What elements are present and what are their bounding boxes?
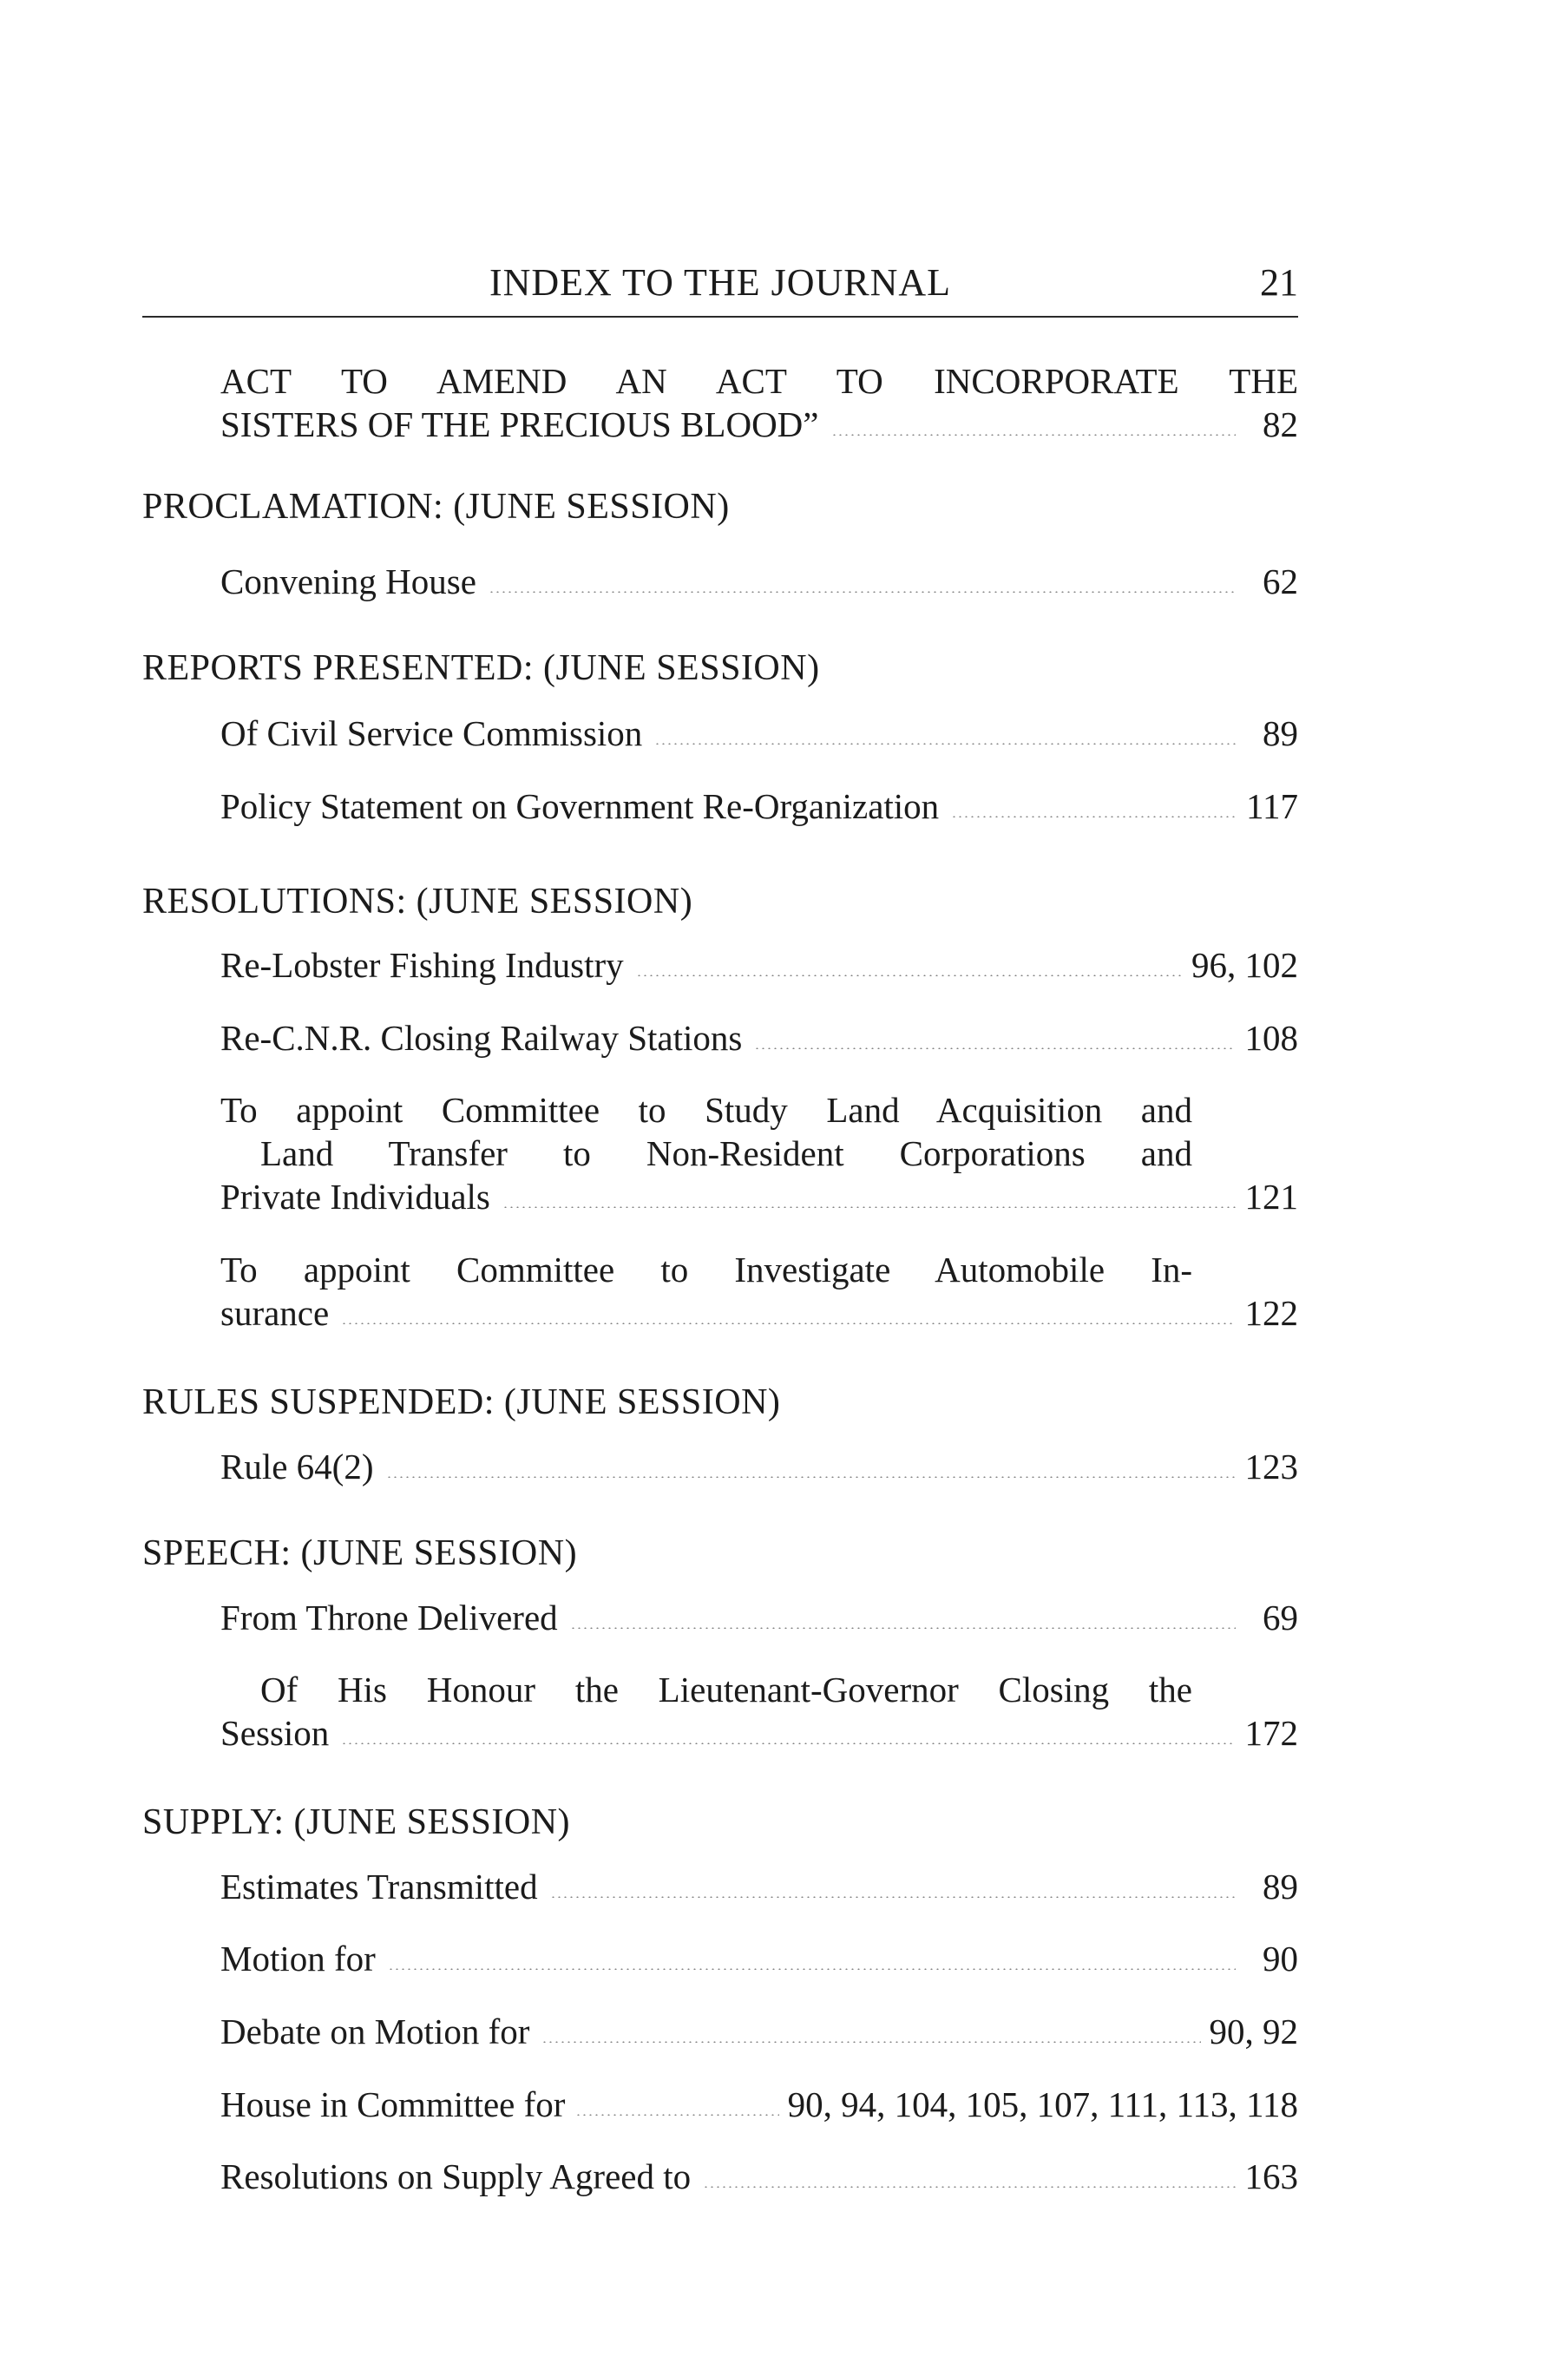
entry-text: Session: [220, 1713, 330, 1753]
header-rule: [142, 316, 1298, 318]
entry-text: House in Committee for: [220, 2084, 566, 2124]
dot-leader: [754, 1047, 1236, 1049]
entry-page: 172: [1244, 1713, 1298, 1753]
entry-text: Of His Honour the Lieutenant-Governor Closing the: [260, 1670, 1192, 1710]
index-entry: [220, 1865, 1298, 1908]
entry-page: 62: [1263, 561, 1298, 601]
index-entry: [220, 1445, 1298, 1488]
index-entry: [220, 1668, 1298, 1755]
entry-text: Estimates Transmitted: [220, 1867, 538, 1906]
dot-leader: [951, 816, 1236, 817]
dot-leader: [341, 1742, 1236, 1744]
running-title: INDEX TO THE JOURNAL: [489, 261, 952, 304]
page-number: 21: [1260, 261, 1298, 304]
entry-text: Of Civil Service Commission: [220, 713, 643, 753]
entry-page: 108: [1244, 1018, 1298, 1058]
entry-page: 89: [1263, 713, 1298, 753]
entry-text: Rule 64(2): [220, 1447, 374, 1486]
section-heading-speech: SPEECH: (JUNE SESSION): [142, 1533, 578, 1573]
dot-leader: [654, 743, 1236, 745]
page-header: [142, 260, 1298, 318]
entry-page: 122: [1244, 1293, 1298, 1333]
index-entry: [220, 1937, 1298, 1980]
entry-text: Re-C.N.R. Closing Railway Stations: [220, 1018, 743, 1058]
dot-leader: [502, 1206, 1236, 1208]
entry-text: Land Transfer to Non-Resident Corporations and: [260, 1133, 1192, 1173]
index-entry: [220, 560, 1298, 603]
section-heading-reports-presented: REPORTS PRESENTED: (JUNE SESSION): [142, 648, 820, 688]
dot-leader: [636, 975, 1183, 976]
entry-text: SISTERS OF THE PRECIOUS BLOOD”: [220, 404, 819, 444]
dot-leader: [575, 2114, 778, 2116]
section-heading-proclamation: PROCLAMATION: (JUNE SESSION): [142, 487, 730, 527]
dot-leader: [388, 1968, 1236, 1970]
entry-text: From Throne Delivered: [220, 1598, 558, 1637]
index-entry-continued: [220, 359, 1298, 446]
entry-page: 82: [1263, 404, 1298, 444]
entry-text: surance: [220, 1293, 330, 1333]
entry-page: 163: [1244, 2156, 1298, 2196]
index-entry: [220, 1248, 1298, 1335]
entry-page: 69: [1263, 1598, 1298, 1637]
section-heading-rules-suspended: RULES SUSPENDED: (JUNE SESSION): [142, 1382, 781, 1422]
index-entry: [220, 1596, 1298, 1639]
index-entry: [220, 712, 1298, 755]
entry-text: Private Individuals: [220, 1177, 490, 1217]
dot-leader: [703, 2186, 1236, 2188]
dot-leader: [489, 591, 1236, 593]
entry-page: 117: [1246, 786, 1298, 826]
dot-leader: [831, 434, 1237, 436]
entry-text: Resolutions on Supply Agreed to: [220, 2156, 692, 2196]
index-entry: [220, 2083, 1298, 2126]
entry-page: 123: [1244, 1447, 1298, 1486]
entry-text: Re-Lobster Fishing Industry: [220, 945, 624, 985]
index-entry: [220, 1016, 1298, 1060]
entry-page: 89: [1263, 1867, 1298, 1906]
section-heading-resolutions: RESOLUTIONS: (JUNE SESSION): [142, 882, 693, 922]
entry-page: 121: [1244, 1177, 1298, 1217]
entry-text: Policy Statement on Government Re-Organization: [220, 786, 940, 826]
dot-leader: [550, 1896, 1236, 1898]
index-entry: [220, 2155, 1298, 2198]
dot-leader: [386, 1476, 1237, 1478]
dot-leader: [341, 1322, 1236, 1324]
entry-text: Convening House: [220, 561, 476, 601]
dot-leader: [570, 1627, 1236, 1629]
entry-text: To appoint Committee to Investigate Automobile In-: [220, 1250, 1192, 1290]
entry-page: 90, 92: [1209, 2011, 1298, 2051]
entry-text: To appoint Committee to Study Land Acquisition and: [220, 1090, 1192, 1130]
entry-page: 90: [1263, 1939, 1298, 1979]
entry-text: Debate on Motion for: [220, 2011, 530, 2051]
entry-text: ACT TO AMEND AN ACT TO INCORPORATE THE: [220, 361, 1298, 401]
entry-page: 96, 102: [1191, 945, 1298, 985]
index-entry: [220, 1088, 1298, 1218]
index-entry: [220, 2010, 1298, 2053]
dot-leader: [541, 2041, 1200, 2043]
section-heading-supply: SUPPLY: (JUNE SESSION): [142, 1802, 571, 1842]
entry-text: Motion for: [220, 1939, 376, 1979]
index-entry: [220, 943, 1298, 987]
index-entry: [220, 784, 1298, 828]
entry-page: 90, 94, 104, 105, 107, 111, 113, 118: [787, 2084, 1298, 2124]
